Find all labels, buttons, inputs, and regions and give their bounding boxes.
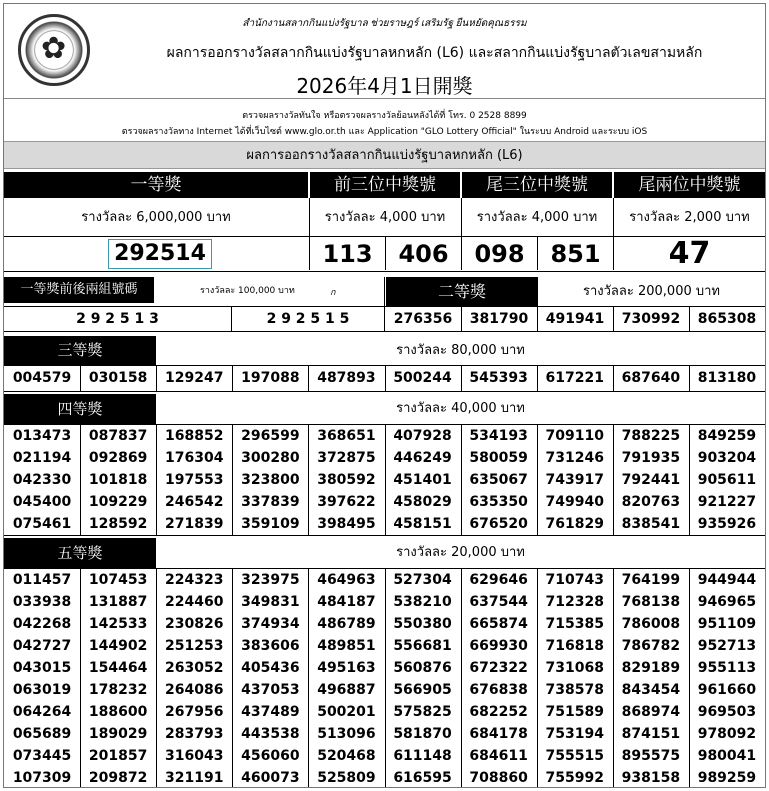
last2-label: 尾兩位中獎號 [614,172,765,198]
fifth-prize-number: 224460 [165,594,224,610]
divider [80,568,81,787]
back3-number: 098 [474,240,525,268]
fifth-prize-number: 201857 [88,748,148,764]
fourth-prize-number: 101818 [88,472,148,488]
divider [4,331,765,332]
divider [4,391,765,392]
fifth-prize-number: 955113 [697,660,757,676]
fifth-prize-number: 154464 [88,660,148,676]
fourth-prize-number: 398495 [317,516,376,532]
adjacent-number: 2 9 2 5 1 3 [76,311,159,327]
fifth-prize-number: 500201 [317,704,376,720]
front3-label: 前三位中獎號 [310,172,460,198]
fifth-prize-number: 755515 [545,748,604,764]
fifth-prize-number: 637544 [469,594,528,610]
fourth-prize-number: 300280 [241,450,300,466]
fifth-prize-number: 676838 [469,682,528,698]
fifth-prize-number: 065689 [12,726,72,742]
fifth-prize-number: 263052 [165,660,224,676]
divider [613,424,614,535]
fifth-prize-number: 616595 [393,770,452,786]
fourth-prize-number: 446249 [393,450,452,466]
fifth-prize-number: 708860 [469,770,528,786]
divider [232,424,233,535]
first-prize-number: 292514 [108,239,212,269]
fifth-prize-number: 961660 [697,682,757,698]
fourth-prize-number: 451401 [393,472,452,488]
fifth-prize-number: 107309 [12,770,72,786]
fourth-prize-number: 903204 [697,450,757,466]
fourth-prize-number: 021194 [12,450,72,466]
divider [689,568,690,787]
fourth-prize-number: 013473 [12,428,72,444]
divider [156,365,157,391]
second-prize-number: 730992 [621,311,681,327]
fifth-prize-number: 764199 [621,572,681,588]
divider [689,306,690,331]
fourth-prize-number: 709110 [545,428,604,444]
fifth-prize-number: 944944 [697,572,757,588]
fifth-prize-number: 443538 [241,726,300,742]
fourth-prize-number: 368651 [317,428,376,444]
third-prize-label: 三等獎 [4,336,156,365]
fourth-prize-number: 092869 [88,450,148,466]
fifth-prize-number: 980041 [697,748,757,764]
divider [461,568,462,787]
fifth-prize-number: 107453 [88,572,148,588]
fifth-prize-number: 316043 [165,748,224,764]
fourth-prize-number: 788225 [621,428,681,444]
fourth-prize-number: 246542 [165,494,224,510]
divider [308,568,309,787]
contact-info: ตรวจผลรางวัลทันใจ หรือตรวจผลรางวัลย้อนหลังได้ที่ โทร. 0 2528 8899 [242,111,527,121]
fifth-prize-number: 011457 [12,572,72,588]
fourth-prize-number: 458029 [393,494,452,510]
front3-number: 113 [322,240,373,268]
fourth-prize-number: 168852 [165,428,224,444]
fifth-prize-number: 142533 [88,616,148,632]
fifth-prize-number: 538210 [393,594,452,610]
fifth-prize-number: 684611 [469,748,528,764]
fifth-prize-number: 251253 [165,638,224,654]
fourth-prize-number: 580059 [469,450,528,466]
fourth-prize-number: 197553 [165,472,224,488]
fifth-prize-number: 321191 [165,770,224,786]
fifth-prize-number: 629646 [469,572,528,588]
fifth-prize-number: 868974 [621,704,681,720]
fourth-prize-number: 407928 [393,428,452,444]
fifth-prize-number: 042268 [12,616,72,632]
fourth-prize-number: 176304 [165,450,224,466]
fifth-prize-number: 437053 [241,682,300,698]
fifth-prize-number: 043015 [12,660,72,676]
section-title: ผลการออกรางวัลสลากกินแบ่งรัฐบาลหกหลัก (L6) [4,141,765,169]
fifth-prize-number: 575825 [393,704,452,720]
fifth-prize-amount: รางวัลละ 20,000 บาท [396,545,525,560]
fifth-prize-number: 283793 [165,726,224,742]
fourth-prize-number: 838541 [621,516,681,532]
second-prize-amount: รางวัลละ 200,000 บาท [583,284,720,299]
fifth-prize-number: 969503 [697,704,757,720]
back3-label: 尾三位中獎號 [462,172,612,198]
fifth-prize-number: 525809 [317,770,376,786]
fifth-prize-number: 751589 [545,704,604,720]
second-prize-label: 二等獎 [386,277,538,306]
fifth-prize-number: 405436 [241,660,300,676]
fifth-prize-number: 374934 [241,616,300,632]
fifth-prize-number: 323975 [241,572,300,588]
fifth-prize-label: 五等獎 [4,538,156,568]
fifth-prize-number: 843454 [621,682,681,698]
third-prize-number: 487893 [317,370,376,386]
divider [4,535,765,536]
fourth-prize-number: 791935 [621,450,681,466]
fifth-prize-number: 556681 [393,638,452,654]
divider [461,365,462,391]
divider [385,568,386,787]
fourth-prize-number: 045400 [12,494,72,510]
third-prize-number: 004579 [12,370,72,386]
fifth-prize-number: 716818 [545,638,604,654]
divider [385,424,386,535]
fourth-prize-number: 337839 [241,494,300,510]
fifth-prize-number: 753194 [545,726,604,742]
divider [232,568,233,787]
divider [461,424,462,535]
fifth-prize-number: 731068 [545,660,604,676]
fifth-prize-number: 946965 [697,594,757,610]
divider [385,365,386,391]
third-prize-number: 617221 [545,370,604,386]
fifth-prize-number: 952713 [697,638,757,654]
fifth-prize-number: 566905 [393,682,452,698]
fifth-prize-number: 682252 [469,704,528,720]
divider [689,424,690,535]
fifth-prize-number: 042727 [12,638,72,654]
fifth-prize-number: 230826 [165,616,224,632]
fourth-prize-number: 935926 [697,516,757,532]
third-prize-number: 129247 [165,370,224,386]
last2-prize-amount: รางวัลละ 2,000 บาท [629,210,750,225]
fifth-prize-number: 456060 [241,748,300,764]
fourth-prize-number: 359109 [241,516,300,532]
fifth-prize-number: 437489 [241,704,300,720]
fifth-prize-number: 383606 [241,638,300,654]
fourth-prize-number: 731246 [545,450,604,466]
fourth-prize-number: 635067 [469,472,528,488]
fourth-prize-number: 676520 [469,516,528,532]
fifth-prize-number: 131887 [88,594,148,610]
fifth-prize-number: 560876 [393,660,452,676]
fourth-prize-number: 635350 [469,494,528,510]
fifth-prize-number: 710743 [545,572,604,588]
fifth-prize-number: 188600 [88,704,148,720]
fifth-prize-number: 073445 [12,748,72,764]
fifth-prize-number: 712328 [545,594,604,610]
fifth-prize-number: 829189 [621,660,681,676]
fifth-prize-number: 486789 [317,616,376,632]
second-prize-number: 381790 [469,311,529,327]
divider [156,568,157,787]
fifth-prize-number: 611148 [393,748,452,764]
third-prize-number: 197088 [241,370,300,386]
third-prize-number: 545393 [469,370,528,386]
divider [232,365,233,391]
fifth-prize-number: 978092 [697,726,757,742]
divider [156,424,157,535]
fifth-prize-number: 520468 [317,748,376,764]
fifth-prize-number: 189029 [88,726,148,742]
adjacent-mark: ก [330,288,336,298]
back3-prize-amount: รางวัลละ 4,000 บาท [476,210,598,225]
fifth-prize-number: 715385 [545,616,604,632]
fifth-prize-number: 209872 [88,770,148,786]
fifth-prize-number: 895575 [621,748,681,764]
fifth-prize-number: 064264 [12,704,72,720]
divider [4,98,765,99]
fourth-prize-number: 075461 [12,516,72,532]
fifth-prize-number: 496887 [317,682,376,698]
fifth-prize-number: 224323 [165,572,224,588]
second-prize-number: 491941 [545,311,605,327]
fourth-prize-number: 109229 [88,494,148,510]
fourth-prize-number: 743917 [545,472,604,488]
fifth-prize-number: 033938 [12,594,72,610]
organization-motto: สำนักงานสลากกินแบ่งรัฐบาล ช่วยราษฎร์ เสริมรัฐ ยืนหยัดคุณธรรม [242,18,527,29]
fourth-prize-number: 372875 [317,450,376,466]
fifth-prize-number: 144902 [88,638,148,654]
divider [537,365,538,391]
fifth-prize-number: 464963 [317,572,376,588]
front3-prize-amount: รางวัลละ 4,000 บาท [324,210,446,225]
fourth-prize-number: 905611 [697,472,757,488]
fifth-prize-number: 349831 [241,594,300,610]
fourth-prize-number: 749940 [545,494,604,510]
fifth-prize-number: 768138 [621,594,681,610]
divider [537,568,538,787]
third-prize-number: 500244 [393,370,452,386]
fourth-prize-number: 042330 [12,472,72,488]
divider [689,365,690,391]
fifth-prize-number: 684178 [469,726,528,742]
internet-info: ตรวจผลรางวัลทาง Internet ได้ที่เว็บไซต์ www.glo.or.th และ Application "GLO Lottery Official" ในระบบ Android และระบบ iOS [121,127,648,137]
fourth-prize-amount: รางวัลละ 40,000 บาท [396,401,525,416]
divider [613,568,614,787]
divider [80,424,81,535]
fourth-prize-number: 380592 [317,472,376,488]
fifth-prize-number: 665874 [469,616,528,632]
fifth-prize-number: 755992 [545,770,604,786]
first-prize-amount: รางวัลละ 6,000,000 บาท [81,210,231,225]
fifth-prize-number: 989259 [697,770,757,786]
first-prize-label: 一等獎 [4,172,308,198]
fifth-prize-number: 063019 [12,682,72,698]
adjacent-prize-amount: รางวัลละ 100,000 บาท [200,286,295,296]
divider [613,306,614,331]
divider [308,424,309,535]
fourth-prize-number: 921227 [697,494,757,510]
third-prize-number: 813180 [697,370,757,386]
fourth-prize-number: 849259 [697,428,757,444]
fourth-prize-number: 271839 [165,516,224,532]
header [4,4,765,140]
fourth-prize-number: 761829 [545,516,604,532]
fifth-prize-number: 938158 [621,770,681,786]
fifth-prize-number: 527304 [393,572,452,588]
third-prize-amount: รางวัลละ 80,000 บาท [396,343,525,358]
second-prize-number: 865308 [697,311,757,327]
fourth-prize-label: 四等獎 [4,394,156,424]
fifth-prize-number: 672322 [469,660,528,676]
fourth-prize-number: 296599 [241,428,300,444]
fifth-prize-number: 550380 [393,616,452,632]
fifth-prize-number: 489851 [317,638,376,654]
fifth-prize-number: 178232 [88,682,148,698]
front3-number: 406 [398,240,449,268]
fifth-prize-number: 460073 [241,770,300,786]
fourth-prize-number: 458151 [393,516,452,532]
back3-number: 851 [550,240,601,268]
divider [613,365,614,391]
fifth-prize-number: 484187 [317,594,376,610]
adjacent-label: 一等獎前後兩組號碼 [4,277,154,303]
fifth-prize-number: 264086 [165,682,224,698]
divider [461,306,462,331]
fifth-prize-number: 951109 [697,616,757,632]
fifth-prize-number: 513096 [317,726,376,742]
divider [80,365,81,391]
fourth-prize-number: 534193 [469,428,528,444]
second-prize-number: 276356 [393,311,453,327]
draw-date: 2026年4月1日開獎 [296,74,473,98]
last2-number: 47 [668,236,711,271]
fourth-prize-number: 397622 [317,494,376,510]
third-prize-number: 030158 [88,370,148,386]
divider [4,271,765,272]
divider [537,424,538,535]
third-prize-number: 687640 [621,370,681,386]
fourth-prize-number: 323800 [241,472,300,488]
document-title: ผลการออกรางวัลสลากกินแบ่งรัฐบาลหกหลัก (L6) และสลากกินแบ่งรัฐบาลตัวเลขสามหลัก [166,45,703,61]
fifth-prize-number: 669930 [469,638,528,654]
fifth-prize-number: 874151 [621,726,681,742]
divider [308,365,309,391]
fifth-prize-number: 786782 [621,638,681,654]
divider [537,306,538,331]
fifth-prize-number: 267956 [165,704,224,720]
fifth-prize-number: 786008 [621,616,681,632]
fifth-prize-number: 581870 [393,726,452,742]
fourth-prize-number: 087837 [88,428,148,444]
fifth-prize-number: 738578 [545,682,604,698]
fourth-prize-number: 128592 [88,516,148,532]
fifth-prize-number: 495163 [317,660,376,676]
fourth-prize-number: 820763 [621,494,681,510]
adjacent-number: 2 9 2 5 1 5 [266,311,350,327]
fourth-prize-number: 792441 [621,472,681,488]
